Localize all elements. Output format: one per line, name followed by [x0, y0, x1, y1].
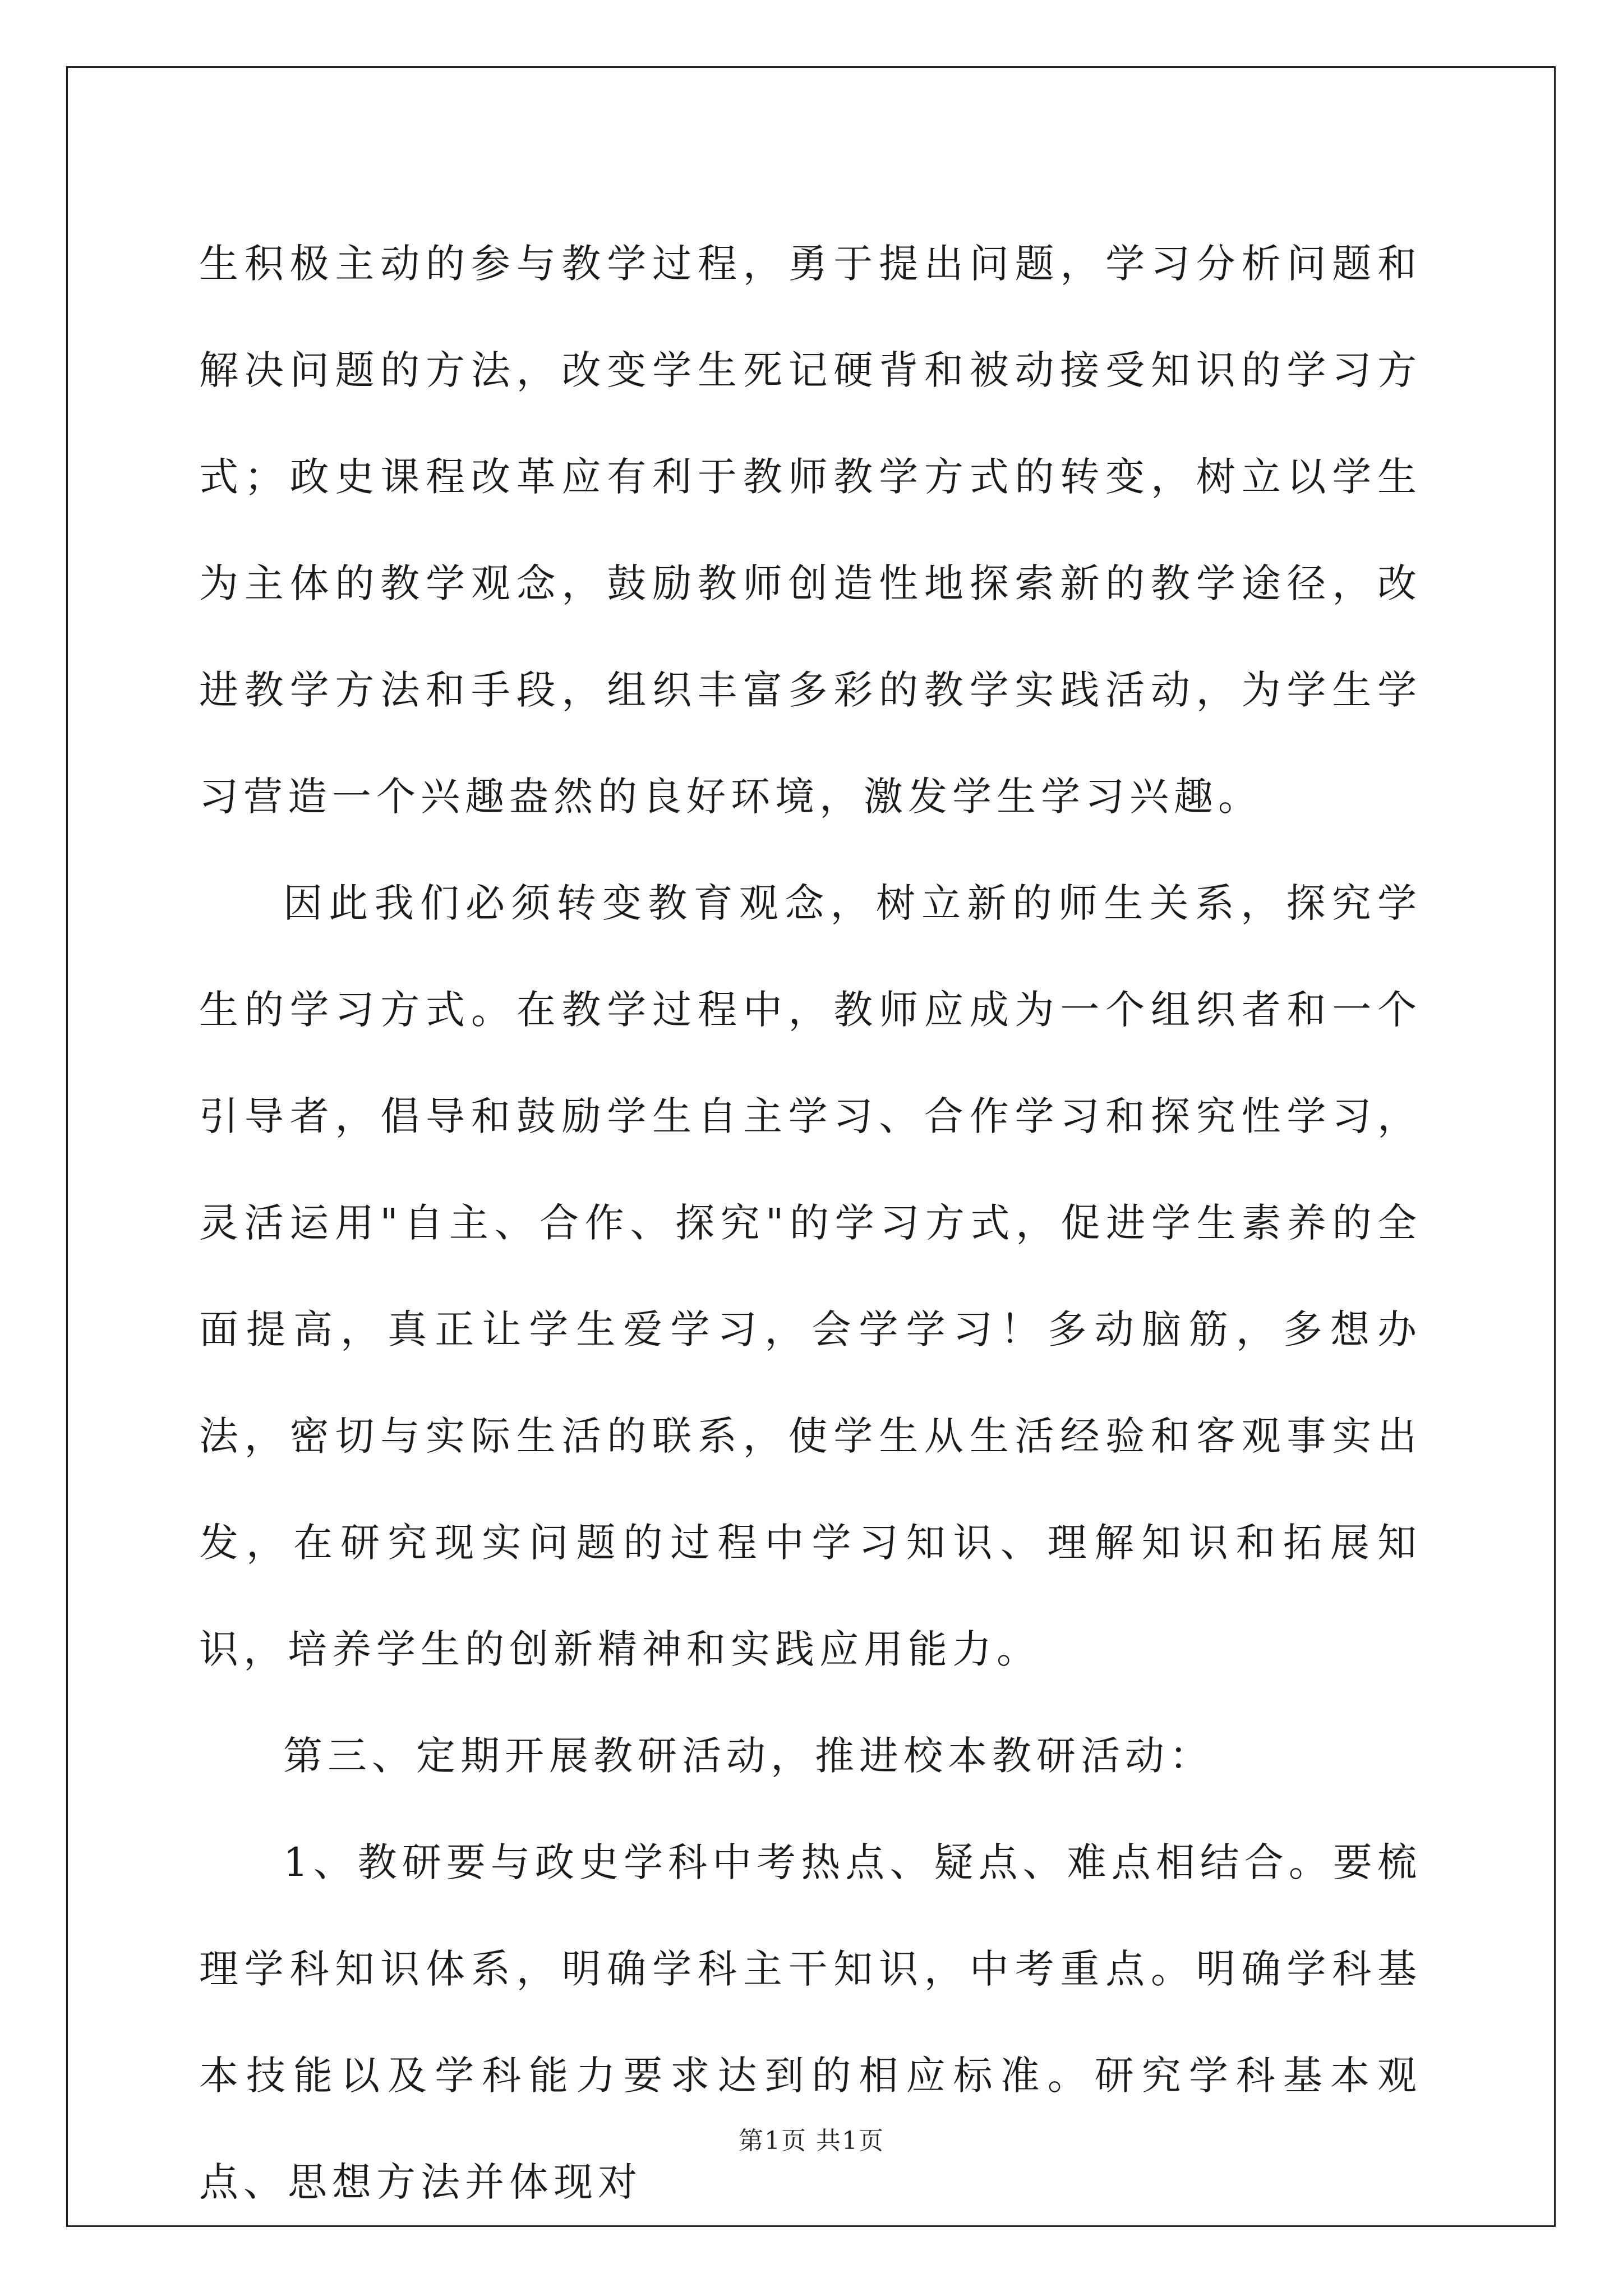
paragraph-2: 因此我们必须转变教育观念，树立新的师生关系，探究学生的学习方式。在教学过程中，教师应成为一个组织者和一个引导者，倡导和鼓励学生自主学习、合作学习和探究性学习，灵活运用"自主、合作、探究"的学习方式，促进学生素养的全面提高，真正让学生爱学习，会学学习！多动脑筋，多想办法，密切与实际生活的联系，使学生从生活经验和客观事实出发，在研究现实问题的过程中学习知识、理解知识和拓展知识，培养学生的创新精神和实践应用能力。 [199, 880, 1422, 1672]
page-number-footer: 第1页 共1页 [739, 2127, 884, 2155]
paragraph-1: 生积极主动的参与教学过程，勇于提出问题，学习分析问题和解决问题的方法，改变学生死记硬背和被动接受知识的学习方式；政史课程改革应有利于教师教学方式的转变，树立以学生为主体的教学观念，鼓励教师创造性地探索新的教学途径，改进教学方法和手段，组织丰富多彩的教学实践活动，为学生学习营造一个兴趣盎然的良好环境，激发学生学习兴趣。 [199, 241, 1422, 820]
paragraph-4: 1、教研要与政史学科中考热点、疑点、难点相结合。要梳理学科知识体系，明确学科主干知识，中考重点。明确学科基本技能以及学科能力要求达到的相应标准。研究学科基本观点、思想方法并体现对 [199, 1839, 1422, 2205]
paragraph-3-heading: 第三、定期开展教研活动，推进校本教研活动： [283, 1733, 1214, 1779]
document-body [199, 210, 1422, 2235]
